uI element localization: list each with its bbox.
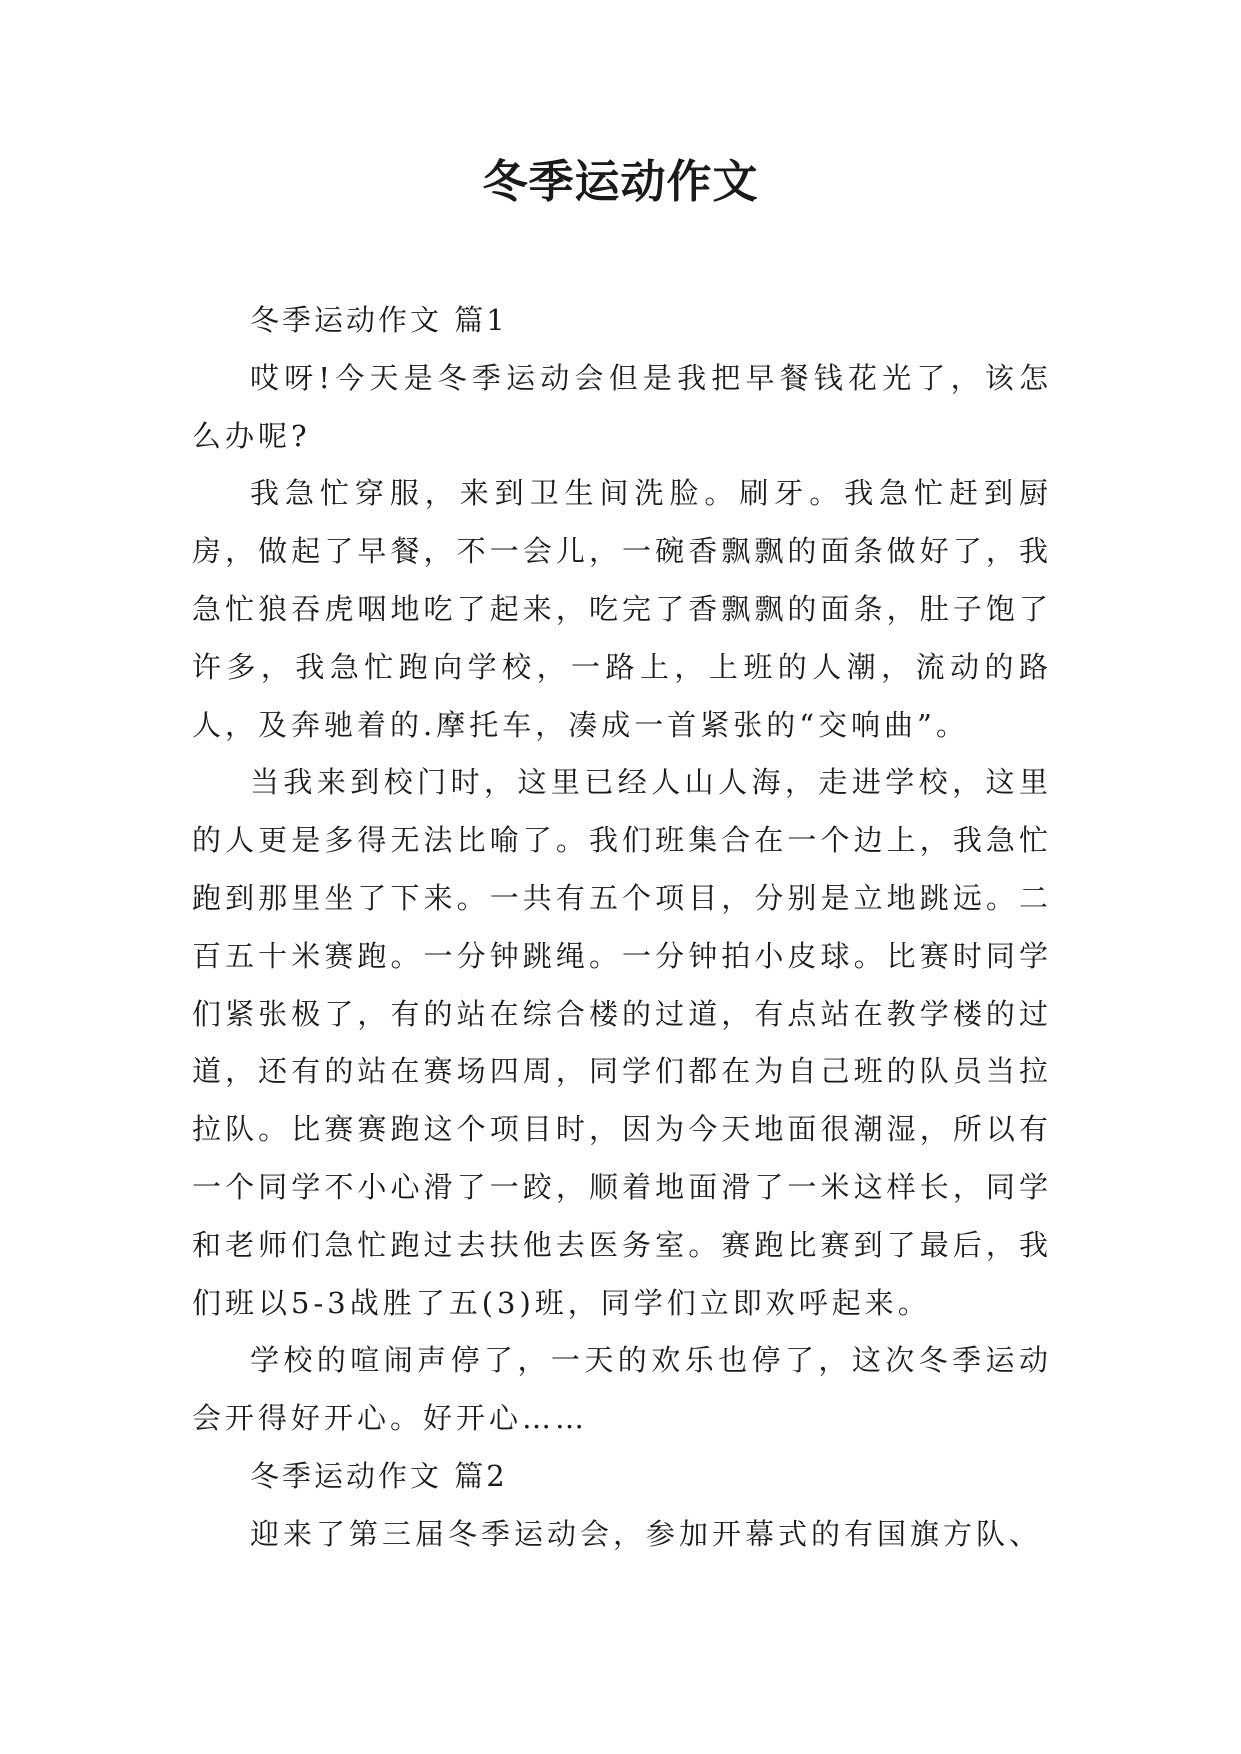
paragraph: 学校的喧闹声停了，一天的欢乐也停了，这次冬季运动会开得好开心。好开心…… [192,1343,1052,1436]
paragraph: 当我来到校门时，这里已经人山人海，走进学校，这里的人更是多得无法比喻了。我们班集合在一个边上，我急忙跑到那里坐了下来。一共有五个项目，分别是立地跳远。二百五十米赛跑。一分钟跳绳。一分钟拍小皮球。比赛时同学们紧张极了，有的站在综合楼的过道，有点站在教学楼的过道，还有的站在赛场四周，同学们都在为自己班的队员当拉拉队。比赛赛跑这个项目时，因为今天地面很潮湿，所以有一个同学不小心滑了一跤，顺着地面滑了一米这样长，同学和老师们急忙跑过去扶他去医务室。赛跑比赛到了最后，我们班以5-3战胜了五(3)班，同学们立即欢呼起来。 [192,765,1052,1320]
paragraph: 哎呀!今天是冬季运动会但是我把早餐钱花光了，该怎么办呢? [192,360,1052,453]
document-title: 冬季运动作文 [482,155,759,208]
section-heading-1: 冬季运动作文 篇1 [250,303,508,337]
document-body [192,292,1052,1564]
paragraph: 我急忙穿服，来到卫生间洗脸。刷牙。我急忙赶到厨房，做起了早餐，不一会儿，一碗香飘飘的面条做好了，我急忙狼吞虎咽地吃了起来，吃完了香飘飘的面条，肚子饱了许多，我急忙跑向学校，一路上，上班的人潮，流动的路人，及奔驰着的.摩托车，凑成一首紧张的“交响曲”。 [192,476,1052,742]
paragraph: 迎来了第三届冬季运动会，参加开幕式的有国旗方队、 [250,1516,1043,1551]
section-heading-2: 冬季运动作文 篇2 [250,1458,508,1493]
